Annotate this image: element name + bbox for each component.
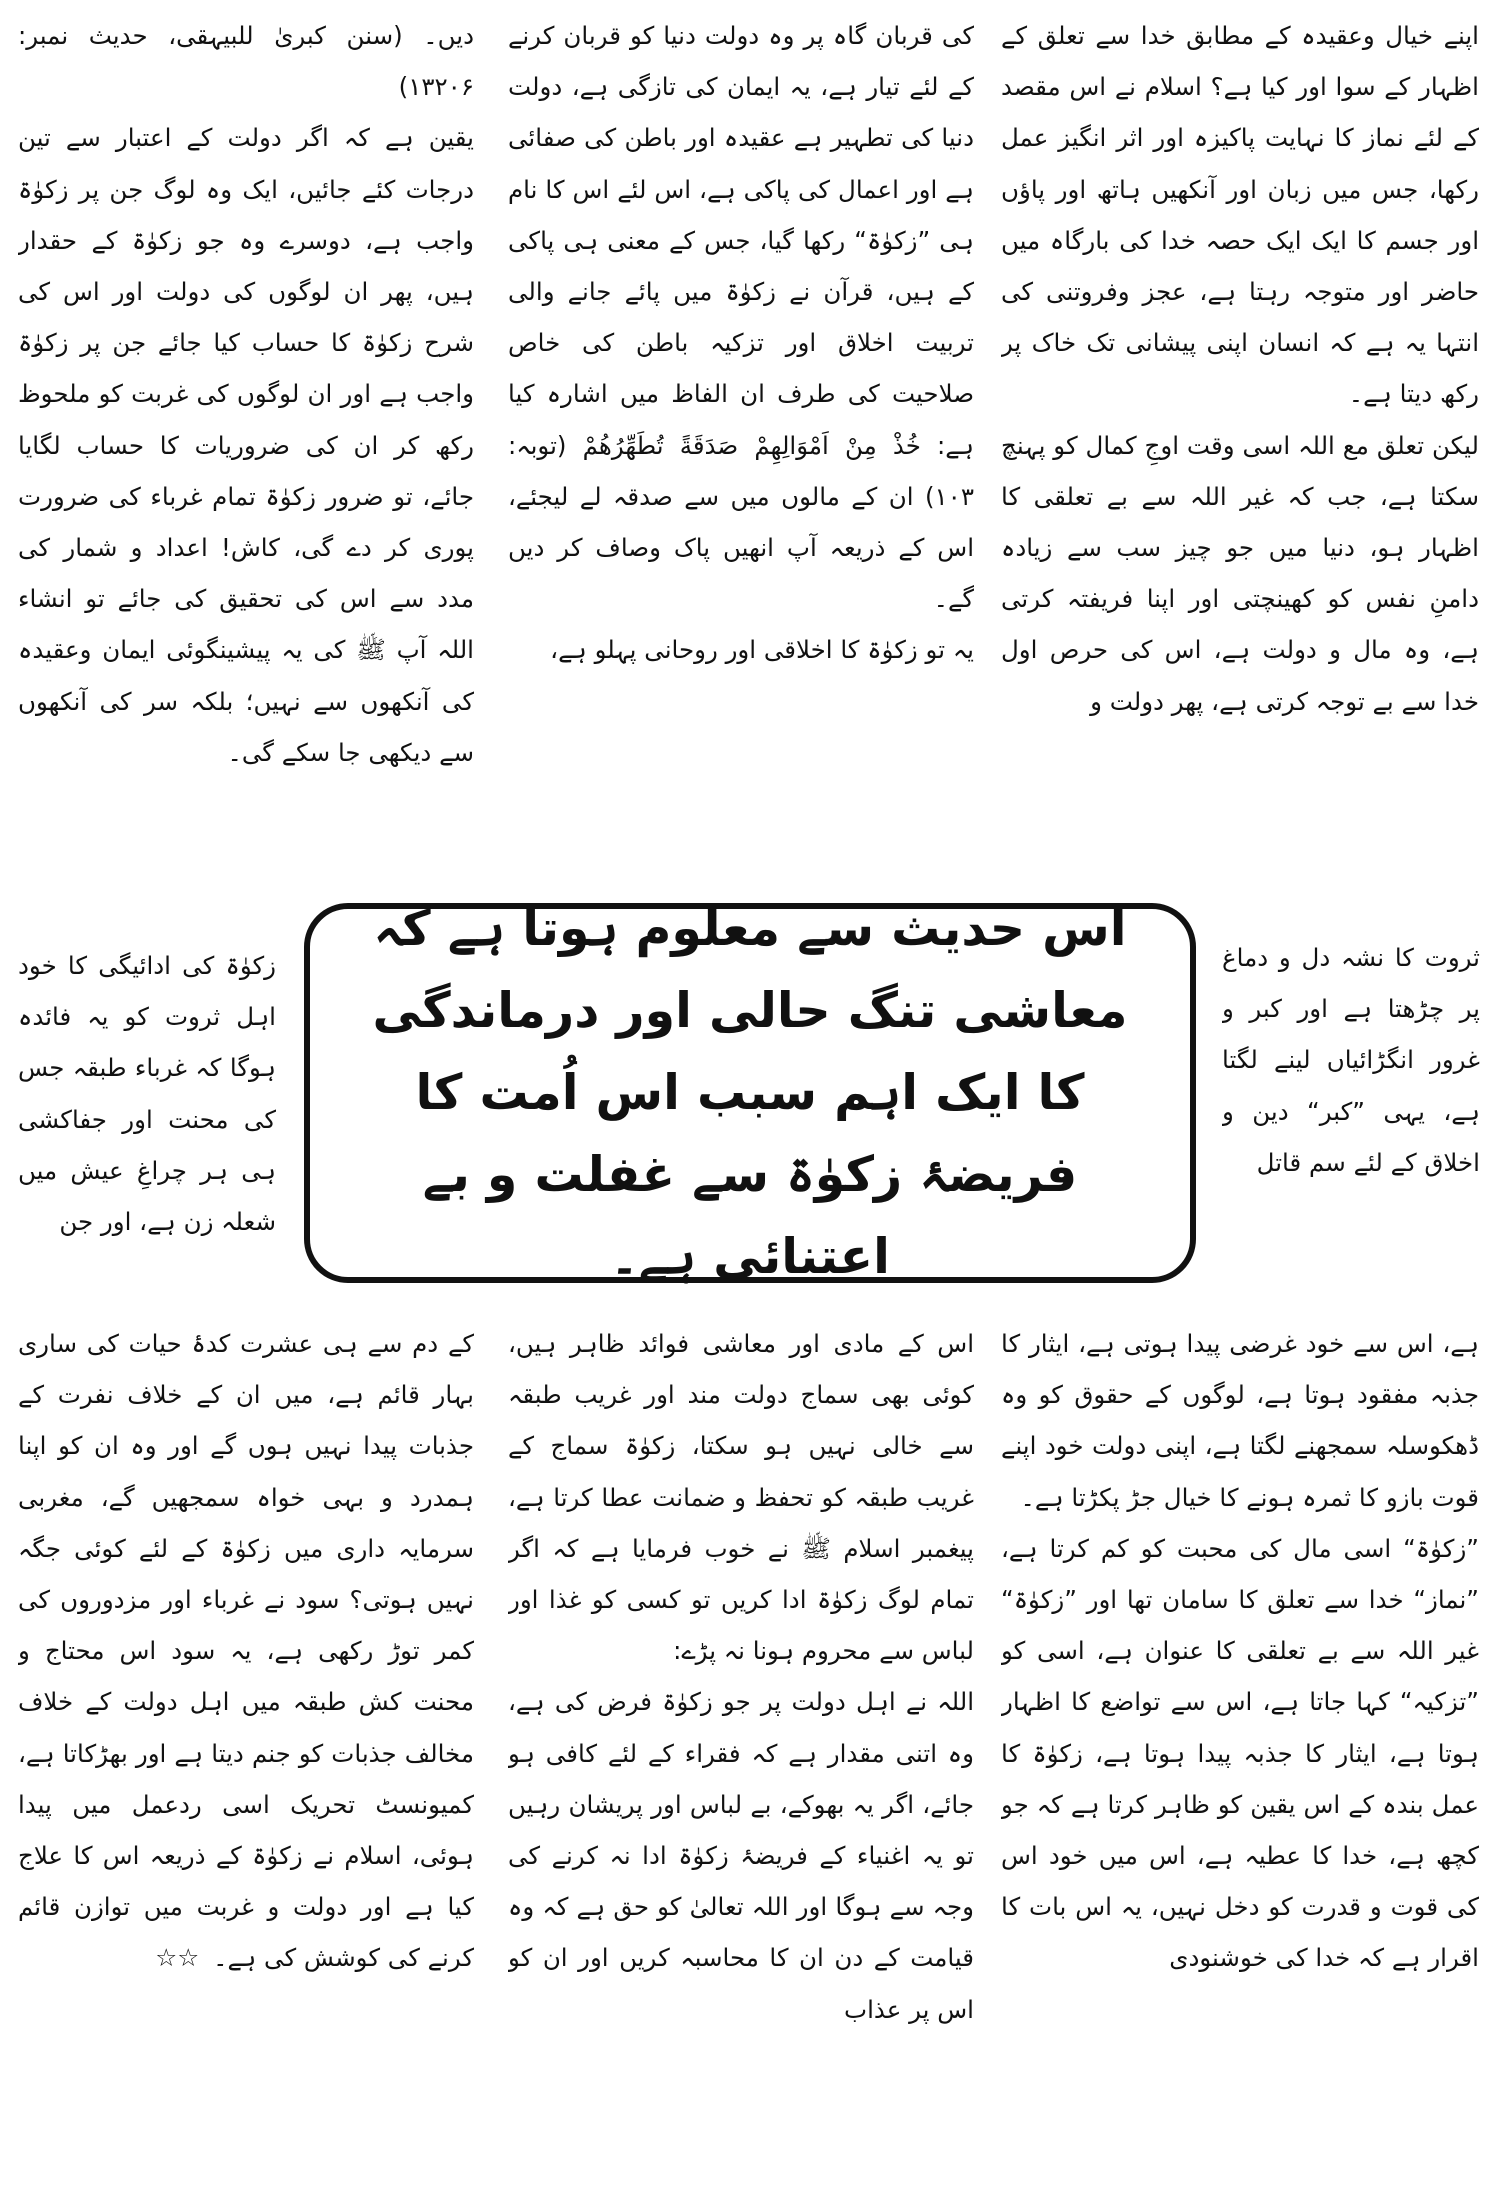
article-column-left-narrow xyxy=(18,940,276,1320)
article-column-left-top xyxy=(18,10,474,950)
paragraph xyxy=(18,1318,474,1984)
paragraph: ہے، اس سے خود غرضی پیدا ہوتی ہے، ایثار کا جذبہ مفقود ہوتا ہے، لوگوں کے حقوق کو وہ ڈھکوسلہ سمجھنے لگتا ہے، اپنی دولت خود اپنے قوت بازو کا ثمرہ ہونے کا خیال جڑ پکڑتا ہے۔ xyxy=(1001,1329,1479,1512)
article-column-right-narrow xyxy=(1222,932,1480,1322)
paragraph: زکوٰۃ کی ادائیگی کا خود اہل ثروت کو یہ فائدہ ہوگا کہ غرباء طبقہ جس کی محنت اور جفاکشی ہی ہر چراغِ عیش میں شعلہ زن ہے، اور جن xyxy=(18,951,276,1237)
paragraph: اس کے مادی اور معاشی فوائد ظاہر ہیں، کوئی بھی سماج دولت مند اور غریب طبقہ سے خالی نہیں ہو سکتا، زکوٰۃ سماج کے غریب طبقہ کو تحفظ و ضمانت عطا کرتا ہے، پیغمبر اسلام ﷺ نے خوب فرمایا ہے کہ اگر تمام لوگ زکوٰۃ ادا کریں تو کسی کو غذا اور لباس سے محروم ہونا نہ پڑے: xyxy=(508,1329,974,1666)
article-column-middle-top xyxy=(508,10,974,880)
paragraph: یقین ہے کہ اگر دولت کے اعتبار سے تین درجات کئے جائیں، ایک وہ لوگ جن پر زکوٰۃ واجب ہے، دوسرے وہ جو زکوٰۃ کے حقدار ہیں، پھر ان لوگوں کی دولت اور اس کی شرح زکوٰۃ کا حساب کیا جائے جن پر زکوٰۃ واجب ہے اور ان لوگوں کی غربت کو ملحوظ رکھ کر ان کی ضروریات کا حساب لگایا جائے، تو ضرور زکوٰۃ تمام غرباء کی ضرورت پوری کر دے گی، کاش! اعداد و شمار کی مدد سے اس کی تحقیق کی جائے تو انشاء اللہ آپ ﷺ کی یہ پیشینگوئی ایمان وعقیدہ کی آنکھوں سے نہیں؛ بلکہ سر کی آنکھوں سے دیکھی جا سکے گی۔ xyxy=(18,123,474,767)
paragraph: یہ تو زکوٰۃ کا اخلاقی اور روحانی پہلو ہے، xyxy=(550,635,974,665)
paragraph: ”زکوٰۃ“ اسی مال کی محبت کو کم کرتا ہے، ”نماز“ خدا سے تعلق کا سامان تھا اور ”زکوٰۃ“ غیر اللہ سے بے تعلقی کا عنوان ہے، اسی کو ”تزکیہ“ کہا جاتا ہے، اس سے تواضع کا اظہار ہوتا ہے، ایثار کا جذبہ پیدا ہوتا ہے، زکوٰۃ کا عمل بندہ کے اس یقین کو ظاہر کرتا ہے کہ جو کچھ ہے، خدا کا عطیہ ہے، اس میں خود اس کی قوت و قدرت کو دخل نہیں، یہ اس بات کا اقرار ہے کہ خدا کی خوشنودی xyxy=(1001,1533,1479,1973)
paragraph: لیکن تعلق مع اللہ اسی وقت اوجِ کمال کو پہنچ سکتا ہے، جب کہ غیر اللہ سے بے تعلقی کا اظہار ہو، دنیا میں جو چیز سب سے زیادہ دامنِ نفس کو کھینچتی اور اپنا فریفتہ کرتی ہے، وہ مال و دولت ہے، اس کی حرص اول خدا سے بے توجہ کرتی ہے، پھر دولت و xyxy=(1001,430,1479,716)
paragraph: کی قربان گاہ پر وہ دولت دنیا کو قربان کرنے کے لئے تیار ہے، یہ ایمان کی تازگی ہے، دولت دنیا کی تطہیر ہے عقیدہ اور باطن کی صفائی ہے اور اعمال کی پاکی ہے، اس لئے اس کا نام ہی ”زکوٰۃ“ رکھا گیا، جس کے معنی ہی پاکی کے ہیں، قرآن نے زکوٰۃ میں پائے جانے والی تربیت اخلاق اور تزکیہ باطن کی خاص صلاحیت کی طرف ان الفاظ میں اشارہ کیا ہے: خُذْ مِنْ اَمْوَالِهِمْ صَدَقَةً تُطَهِّرُهُمْ (توبہ: ۱۰۳) ان کے مالوں میں سے صدقہ لے لیجئے، اس کے ذریعہ آپ انھیں پاک وصاف کر دیں گے۔ xyxy=(508,21,974,614)
article-column-right-top xyxy=(1001,10,1479,940)
article-column-left-lower xyxy=(18,1318,474,2198)
paragraph-text: کے دم سے ہی عشرت کدۂ حیات کی ساری بہار قائم ہے، میں ان کے خلاف نفرت کے جذبات پیدا نہیں ہوں گے اور وہ ان کو اپنا ہمدرد و بہی خواہ سمجھیں گے، مغربی سرمایہ داری میں زکوٰۃ کے لئے کوئی جگہ نہیں ہوتی؟ سود نے غرباء اور مزدوروں کی کمر توڑ رکھی ہے، یہ سود اس محتاج و محنت کش طبقہ میں اہل دولت کے خلاف مخالف جذبات کو جنم دیتا ہے اور بھڑکاتا ہے، کمیونسٹ تحریک اسی ردعمل میں پیدا ہوئی، اسلام نے زکوٰۃ کے ذریعہ اس کا علاج کیا ہے اور دولت و غربت میں توازن قائم کرنے کی کوشش کی ہے۔ xyxy=(18,1329,474,1973)
end-mark: ☆☆ xyxy=(155,1943,200,1973)
paragraph: اپنے خیال وعقیدہ کے مطابق خدا سے تعلق کے اظہار کے سوا اور کیا ہے؟ اسلام نے اس مقصد کے لئے نماز کا نہایت پاکیزہ اور اثر انگیز عمل رکھا، جس میں زبان اور آنکھیں ہاتھ اور پاؤں اور جسم کا ایک ایک حصہ خدا کی بارگاہ میں حاضر اور متوجہ رہتا ہے، عجز وفروتنی کی انتہا یہ ہے کہ انسان اپنی پیشانی تک خاک پر رکھ دیتا ہے۔ xyxy=(1001,21,1479,409)
paragraph: اللہ نے اہل دولت پر جو زکوٰۃ فرض کی ہے، وہ اتنی مقدار ہے کہ فقراء کے لئے کافی ہو جائے، اگر یہ بھوکے، بے لباس اور پریشان رہیں تو یہ اغنیاء کے فریضۂ زکوٰۃ ادا نہ کرنے کی وجہ سے ہوگا اور اللہ تعالیٰ کو حق ہے کہ وہ قیامت کے دن ان کا محاسبہ کریں اور ان کو اس پر عذاب xyxy=(508,1687,974,2024)
pull-quote-text: اس حدیث سے معلوم ہوتا ہے کہ معاشی تنگ حالی اور درماندگی کا ایک اہم سبب اس اُمت کا فریضۂ زکوٰۃ سے غفلت و بے اعتنائی ہے۔ xyxy=(372,900,1128,1285)
paragraph: ثروت کا نشہ دل و دماغ پر چڑھتا ہے اور کبر و غرور انگڑائیاں لینے لگتا ہے، یہی ”کبر“ دین و اخلاق کے لئے سم قاتل xyxy=(1222,943,1480,1177)
reference-line: دیں۔ (سنن کبریٰ للبیہقی، حدیث نمبر: ۱۳۲۰۶) xyxy=(18,21,474,102)
article-column-right-lower xyxy=(1001,1318,1479,2198)
article-column-middle-lower xyxy=(508,1318,974,2198)
pull-quote-box xyxy=(304,900,1196,1285)
